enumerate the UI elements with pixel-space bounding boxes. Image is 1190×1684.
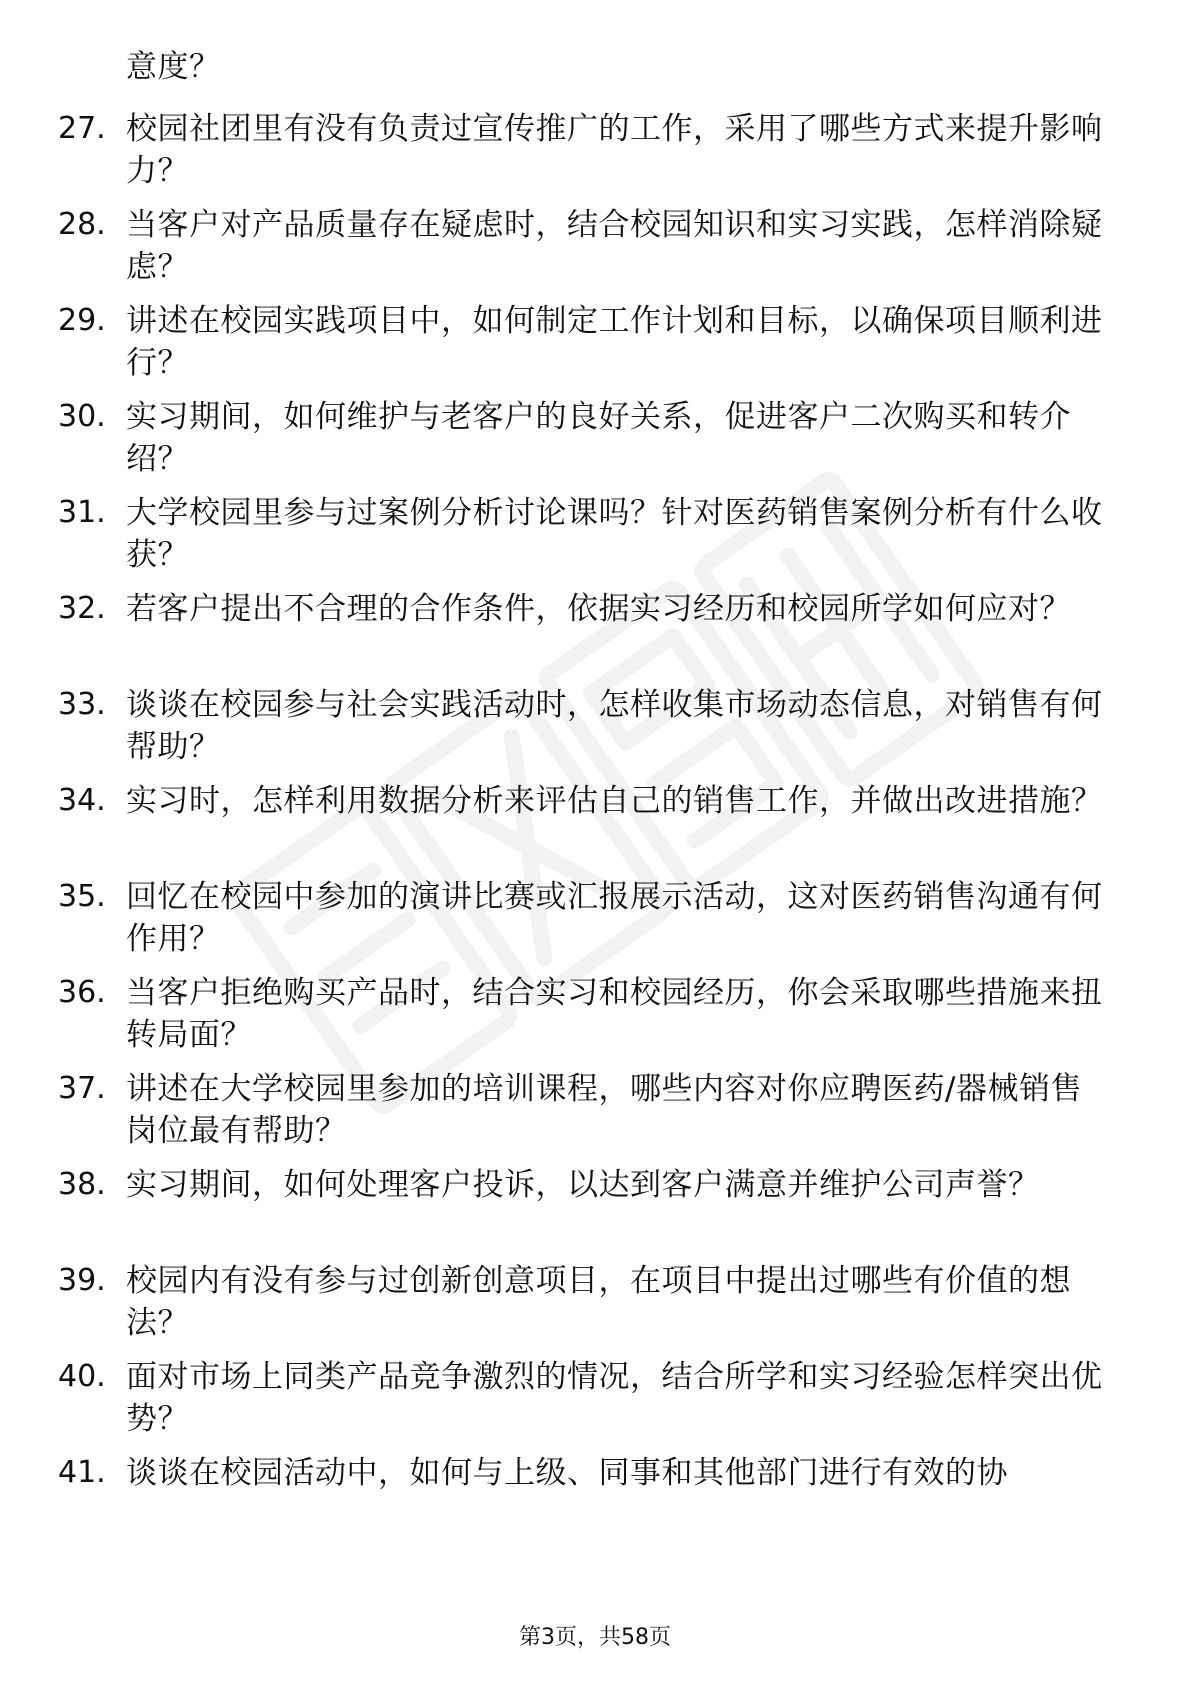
question-text: 校园内有没有参与过创新创意项目，在项目中提出过哪些有价值的想法？ xyxy=(126,1263,1071,1341)
question-number: 32. xyxy=(58,591,106,626)
question-number: 27. xyxy=(58,111,106,146)
question-text: 大学校园里参与过案例分析讨论课吗？针对医药销售案例分析有什么收获？ xyxy=(126,495,1103,573)
question-number: 34. xyxy=(58,783,106,818)
question-number: 31. xyxy=(58,495,106,530)
question-text: 谈谈在校园参与社会实践活动时，怎样收集市场动态信息，对销售有何帮助？ xyxy=(126,687,1103,765)
question-number: 33. xyxy=(58,687,106,722)
question-text: 校园社团里有没有负责过宣传推广的工作，采用了哪些方式来提升影响力？ xyxy=(126,111,1103,189)
question-number: 28. xyxy=(58,207,106,242)
question-number: 37. xyxy=(58,1071,106,1106)
question-text: 若客户提出不合理的合作条件，依据实习经历和校园所学如何应对？ xyxy=(126,591,1071,627)
question-number: 35. xyxy=(58,879,106,914)
question-text: 讲述在校园实践项目中，如何制定工作计划和目标，以确保项目顺利进行？ xyxy=(126,303,1103,381)
question-number: 30. xyxy=(58,399,106,434)
question-text: 实习期间，如何维护与老客户的良好关系，促进客户二次购买和转介绍？ xyxy=(126,399,1071,477)
question-text: 谈谈在校园活动中，如何与上级、同事和其他部门进行有效的协 xyxy=(126,1455,1008,1491)
question-text: 当客户拒绝购买产品时，结合实习和校园经历，你会采取哪些措施来扭转局面？ xyxy=(126,975,1103,1053)
question-number: 41. xyxy=(58,1455,106,1490)
page-footer: 第3页，共58页 xyxy=(519,1625,671,1650)
question-number: 36. xyxy=(58,975,106,1010)
question-text: 实习期间，如何处理客户投诉，以达到客户满意并维护公司声誉？ xyxy=(126,1167,1040,1203)
question-text: 当客户对产品质量存在疑虑时，结合校园知识和实习实践，怎样消除疑虑？ xyxy=(126,207,1103,285)
question-number: 29. xyxy=(58,303,106,338)
question-number: 40. xyxy=(58,1359,106,1394)
question-number: 38. xyxy=(58,1167,106,1202)
question-text: 回忆在校园中参加的演讲比赛或汇报展示活动，这对医药销售沟通有何作用？ xyxy=(126,879,1103,957)
question-text: 讲述在大学校园里参加的培训课程，哪些内容对你应聘医药/器械销售岗位最有帮助？ xyxy=(126,1071,1082,1149)
question-text: 面对市场上同类产品竞争激烈的情况，结合所学和实习经验怎样突出优势？ xyxy=(126,1359,1103,1437)
question-text: 实习时，怎样利用数据分析来评估自己的销售工作，并做出改进措施？ xyxy=(126,783,1103,819)
carryover-text: 意度？ xyxy=(126,49,221,85)
question-number: 39. xyxy=(58,1263,106,1298)
